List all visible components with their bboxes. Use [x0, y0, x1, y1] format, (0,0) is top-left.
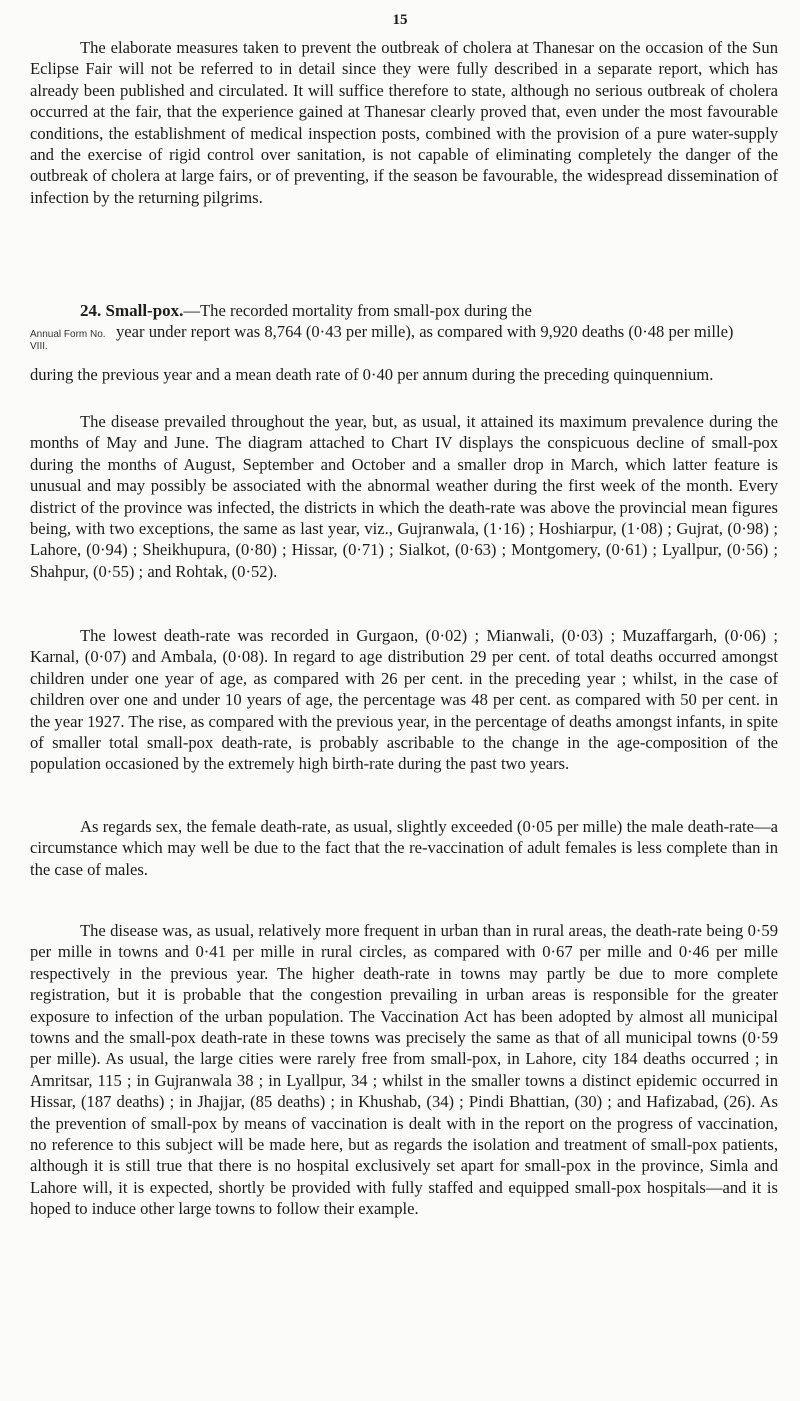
paragraph-sex-distribution: As regards sex, the female death-rate, as usual, slightly exceeded (0·05 per mille) the male death-rate—a circumstance which may well be due to the fact that the re-vaccination of adult females is less complete than in the case of males.: [30, 817, 778, 879]
page-number: 15: [392, 12, 408, 28]
paragraph-lowest-death-rate-age: The lowest death-rate was recorded in Gurgaon, (0·02) ; Mianwali, (0·03) ; Muzaffargarh, (0·06) ; Karnal, (0·07) and Ambala, (0·08). In regard to age distribution 29 per cent. of total deaths occurred amongst children under one year of age, as compared with 26 per cent. in the preceding year ; whilst, in the case of children over one and under 10 years of age, the percentage was 48 per cent. as compared with 50 per cent. in the year 1927. The rise, as compared with the previous year, in the percentage of deaths amongst infants, in spite of smaller total small-pox death-rate, is probably ascribable to the change in the age-composition of the population occasioned by the extremely high birth-rate during the past two years.: [30, 626, 778, 774]
paragraph-cholera-thanesar: The elaborate measures taken to prevent the outbreak of cholera at Thanesar on the occasion of the Sun Eclipse Fair will not be referred to in detail since they were fully described in a separate report, which has already been published and circulated. It will suffice therefore to state, although no serious outbreak of cholera occurred at the fair, that the experience gained at Thanesar clearly proved that, even under the most favourable conditions, the establishment of medical inspection posts, combined with the provision of a pure water-supply and the exercise of rigid control over sanitation, is not capable of eliminating completely the danger of the outbreak of cholera at large fairs, or of preventing, if the season be favourable, the widespread dissemination of infection by the returning pilgrims.: [30, 38, 778, 207]
smallpox-mortality-comparison: during the previous year and a mean death rate of 0·40 per annum during the preceding quinquennium.: [30, 365, 714, 384]
smallpox-mortality-figures: year under report was 8,764 (0·43 per mille), as compared with 9,920 deaths (0·48 per mille): [116, 322, 734, 341]
paragraph-urban-rural: The disease was, as usual, relatively more frequent in urban than in rural areas, the death-rate being 0·59 per mille in towns and 0·41 per mille in rural circles, as compared with 0·67 per mille and 0·46 per mille respectively in the previous year. The higher death-rate in towns may partly be due to more complete registration, but it is probable that the congestion prevailing in urban areas is responsible for the greater exposure to infection of the urban population. The Vaccination Act has been adopted by almost all municipal towns and the small-pox death-rate in these towns was precisely the same as that of all municipal towns (0·59 per mille). As usual, the large cities were rarely free from small-pox, in Lahore, city 184 deaths occurred ; in Amritsar, 115 ; in Gujranwala 38 ; in Lyallpur, 34 ; whilst in the smaller towns a distinct epidemic occurred in Hissar, (187 deaths) ; in Jhajjar, (85 deaths) ; in Khushab, (34) ; Pindi Bhattian, (30) ; and Hafizabad, (26). As the prevention of small-pox by means of vaccination is dealt with in the report on the progress of vaccination, no reference to this subject will be made here, but as regards the isolation and treatment of small-pox patients, although it is still true that there is no hospital exclusively set apart for small-pox in the province, Simla and Lahore will, it is expected, shortly be provided with fully staffed and equipped small-pox hospitals—and it is hoped to induce other large towns to follow their example.: [30, 921, 778, 1219]
smallpox-intro-line: —The recorded mortality from small-pox during the: [183, 301, 532, 320]
paragraph-seasonal-prevalence: The disease prevailed throughout the year, but, as usual, it attained its maximum prevalence during the months of May and June. The diagram attached to Chart IV displays the conspicuous decline of small-pox during the months of August, September and October and a smaller drop in March, which latter feature is unusual and may possibly be associated with the abnormal weather during the first week of the month. Every district of the province was infected, the districts in which the death-rate was above the provincial mean figures being, with two exceptions, the same as last year, viz., Gujranwala, (1·16) ; Hoshiarpur, (1·08) ; Gujrat, (0·98) ; Lahore, (0·94) ; Sheikhupura, (0·80) ; Hissar, (0·71) ; Sialkot, (0·63) ; Montgomery, (0·61) ; Lyallpur, (0·56) ; Shahpur, (0·55) ; and Rohtak, (0·52).: [30, 412, 778, 581]
section-heading-small-pox: 24. Small-pox.: [80, 301, 184, 320]
margin-note-annual-form: Annual Form No. VIII.: [30, 329, 106, 352]
paragraph-smallpox-intro: [30, 300, 778, 321]
